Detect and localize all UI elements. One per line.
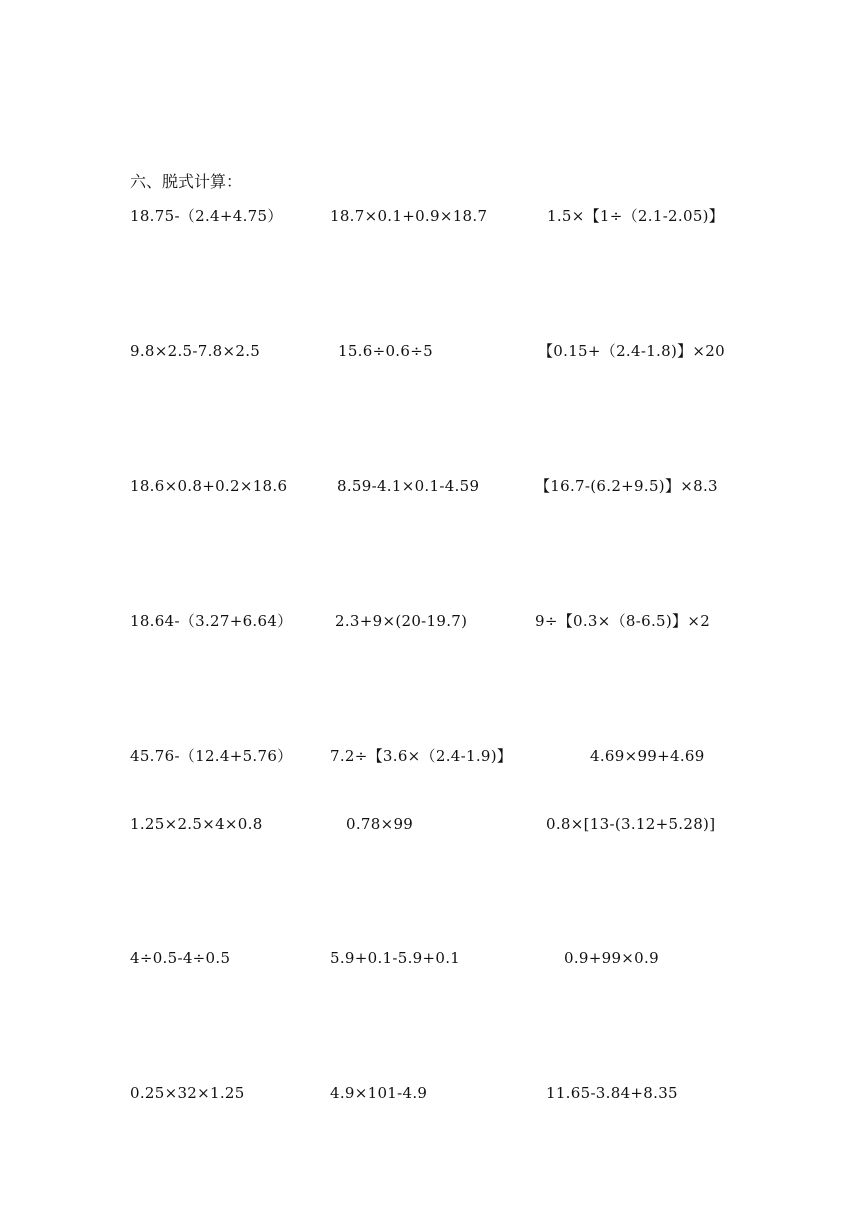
problem-22: 0.25×32×1.25: [130, 1084, 245, 1102]
problem-13: 45.76-（12.4+5.76）: [130, 747, 293, 765]
problem-2: 18.7×0.1+0.9×18.7: [330, 207, 488, 225]
problem-5: 15.6÷0.6÷5: [338, 342, 433, 360]
problem-3: 1.5×【1÷（2.1-2.05)】: [547, 207, 725, 225]
problem-20: 5.9+0.1-5.9+0.1: [330, 949, 461, 967]
problem-14: 7.2÷【3.6×（2.4-1.9)】: [330, 747, 513, 765]
problem-6: 【0.15+（2.4-1.8)】×20: [538, 342, 725, 360]
section-title: 六、脱式计算：: [130, 172, 243, 191]
problem-12: 9÷【0.3×（8-6.5)】×2: [535, 612, 711, 630]
problem-4: 9.8×2.5-7.8×2.5: [130, 342, 261, 360]
problem-17: 0.78×99: [346, 815, 414, 833]
problem-7: 18.6×0.8+0.2×18.6: [130, 477, 288, 495]
problem-23: 4.9×101-4.9: [330, 1084, 428, 1102]
problem-16: 1.25×2.5×4×0.8: [130, 815, 263, 833]
problem-19: 4÷0.5-4÷0.5: [130, 949, 231, 967]
problem-1: 18.75-（2.4+4.75）: [130, 207, 283, 225]
problem-11: 2.3+9×(20-19.7): [335, 612, 468, 630]
problem-18: 0.8×[13-(3.12+5.28)]: [546, 815, 716, 833]
problem-24: 11.65-3.84+8.35: [546, 1084, 678, 1102]
problem-15: 4.69×99+4.69: [590, 747, 705, 765]
problem-9: 【16.7-(6.2+9.5)】×8.3: [535, 477, 718, 495]
problem-8: 8.59-4.1×0.1-4.59: [337, 477, 480, 495]
problem-10: 18.64-（3.27+6.64）: [130, 612, 293, 630]
problem-21: 0.9+99×0.9: [564, 949, 659, 967]
